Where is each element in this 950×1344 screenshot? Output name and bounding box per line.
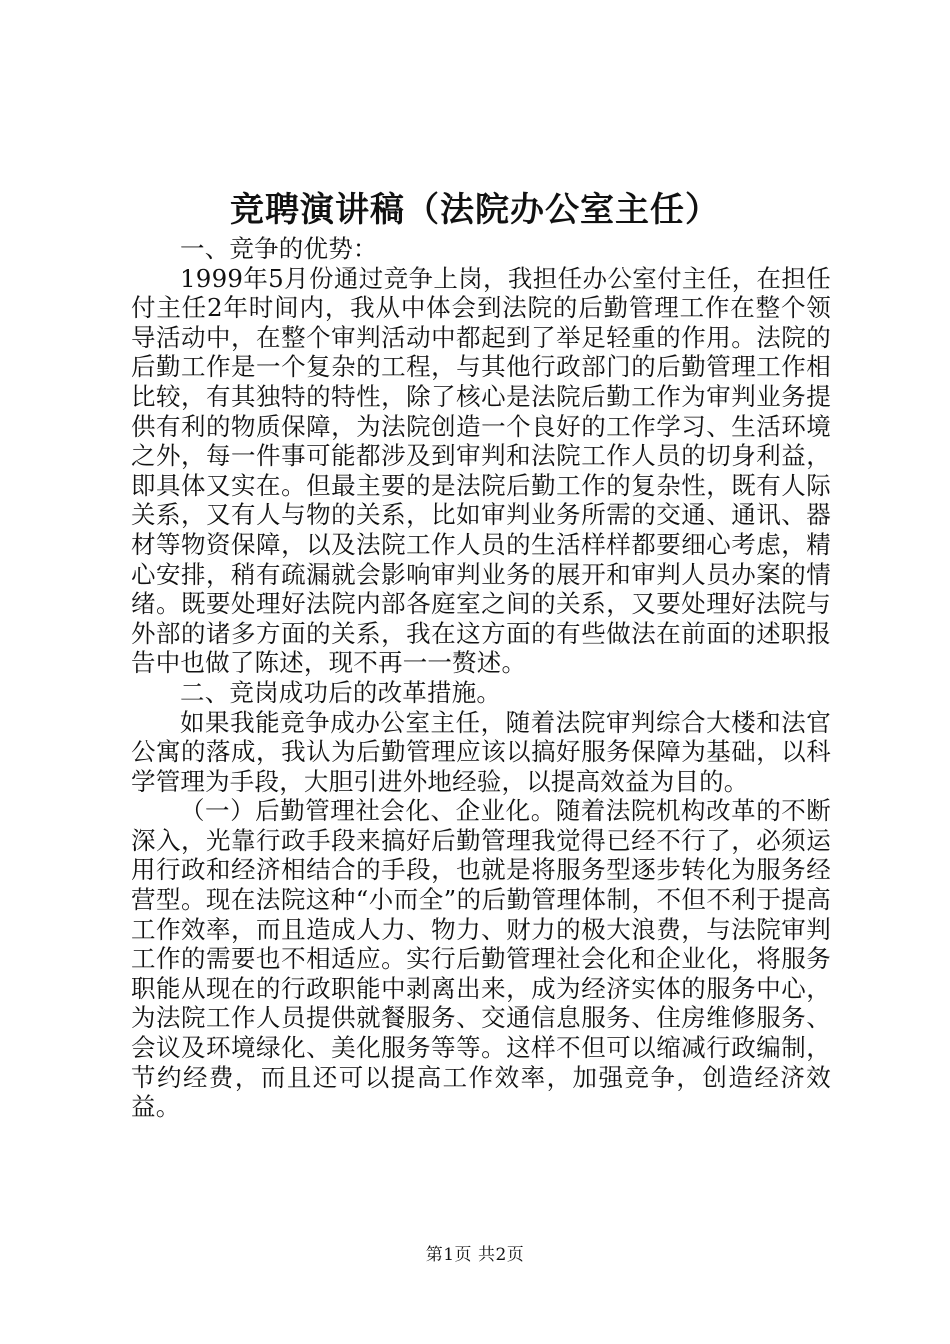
paragraph-experience: 1999年5月份通过竞争上岗，我担任办公室付主任，在担任付主任2年时间内，我从中体会到法院的后勤管理工作在整个领导活动中，在整个审判活动中都起到了举足轻重的作用。法院的后勤工作是一个复杂的工程，与其他行政部门的后勤管理工作相比较，有其独特的特性，除了核心是法院后勤工作为审判业务提供有利的物质保障，为法院创造一个良好的工作学习、生活环境之外，每一件事可能都涉及到审判和法院工作人员的切身利益，即具体又实在。但最主要的是法院后勤工作的复杂性，既有人际关系，又有人与物的关系，比如审判业务所需的交通、通讯、器材等物资保障，以及法院工作人员的生活样样都要细心考虑，精心安排，稍有疏漏就会影响审判业务的展开和审判人员办案的情绪。既要处理好法院内部各庭室之间的关系，又要处理好法院与外部的诸多方面的关系，我在这方面的有些做法在前面的述职报告中也做了陈述，现不再一一赘述。 [131,263,831,678]
document-body [131,234,831,1122]
page-footer: 第1页 共2页 [425,1245,525,1265]
paragraph-plan-intro: 如果我能竞争成办公室主任，随着法院审判综合大楼和法官公寓的落成，我认为后勤管理应该以搞好服务保障为基础，以科学管理为手段，大胆引进外地经验，以提高效益为目的。 [131,707,831,796]
document-title: 竞聘演讲稿（法院办公室主任） [230,190,720,230]
section-heading-advantages: 一、竞争的优势： [180,234,378,263]
paragraph-socialization: （一）后勤管理社会化、企业化。随着法院机构改革的不断深入，光靠行政手段来搞好后勤管理我觉得已经不行了，必须运用行政和经济相结合的手段，也就是将服务型逐步转化为服务经营型。现在法院这种“小而全”的后勤管理体制，不但不利于提高工作效率，而且造成人力、物力、财力的极大浪费，与法院审判工作的需要也不相适应。实行后勤管理社会化和企业化，将服务职能从现在的行政职能中剥离出来，成为经济实体的服务中心，为法院工作人员提供就餐服务、交通信息服务、住房维修服务、会议及环境绿化、美化服务等等。这样不但可以缩减行政编制，节约经费，而且还可以提高工作效率，加强竞争，创造经济效益。 [131,796,831,1122]
section-heading-reform-measures: 二、竞岗成功后的改革措施。 [180,677,502,707]
